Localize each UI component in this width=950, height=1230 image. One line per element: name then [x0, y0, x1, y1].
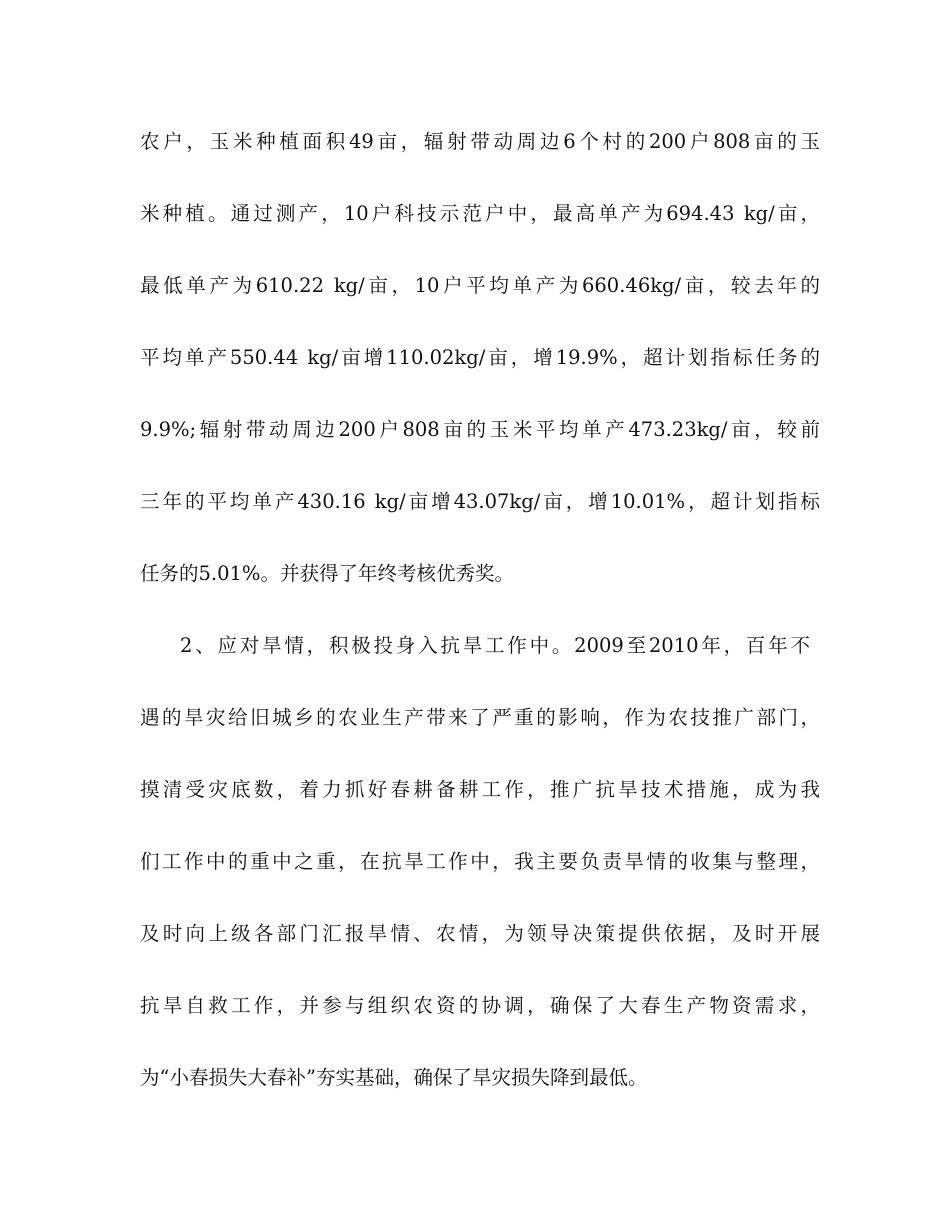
- text-line: 三年的平均单产430.16 kg/亩增43.07kg/亩，增10.01%，超计划指标: [140, 490, 820, 513]
- text-line: 最低单产为610.22 kg/亩，10户平均单产为660.46kg/亩，较去年的: [140, 274, 820, 297]
- text-line: 们工作中的重中之重，在抗旱工作中，我主要负责旱情的收集与整理，: [140, 850, 820, 873]
- text-line: 2、应对旱情，积极投身入抗旱工作中。2009至2010年，百年不: [180, 634, 810, 657]
- text-line: 任务的5.01%。并获得了年终考核优秀奖。: [140, 562, 514, 585]
- text-line: 遇的旱灾给旧城乡的农业生产带来了严重的影响，作为农技推广部门，: [140, 706, 820, 729]
- text-line: 9.9%;辐射带动周边200户808亩的玉米平均单产473.23kg/亩，较前: [140, 418, 820, 441]
- text-line: 摸清受灾底数，着力抓好春耕备耕工作，推广抗旱技术措施，成为我: [140, 778, 820, 801]
- text-line: 及时向上级各部门汇报旱情、农情，为领导决策提供依据，及时开展: [140, 922, 820, 945]
- text-line: 为“小春损失大春补”夯实基础，确保了旱灾损失降到最低。: [140, 1066, 648, 1089]
- text-line: 米种植。通过测产，10户科技示范户中，最高单产为694.43 kg/亩，: [140, 202, 820, 225]
- text-line: 平均单产550.44 kg/亩增110.02kg/亩，增19.9%，超计划指标任务的: [140, 346, 820, 369]
- text-line: 抗旱自救工作，并参与组织农资的协调，确保了大春生产物资需求，: [140, 994, 820, 1017]
- text-line: 农户，玉米种植面积49亩，辐射带动周边6个村的200户808亩的玉: [140, 130, 820, 153]
